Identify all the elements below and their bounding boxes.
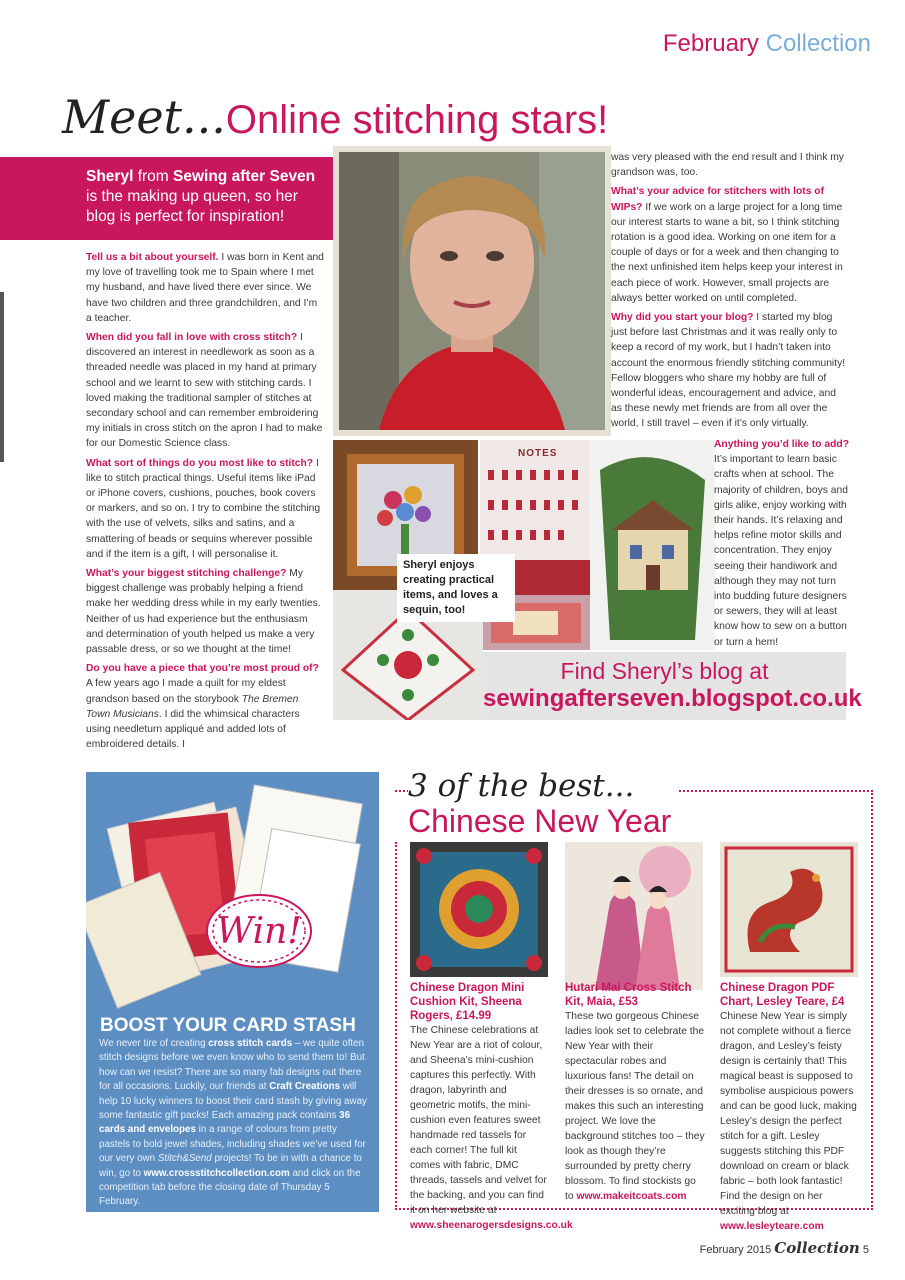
intro-from: from — [137, 168, 169, 185]
product-link[interactable]: www.sheenarogersdesigns.co.uk — [410, 1220, 573, 1231]
footer-magazine: Collection — [774, 1239, 860, 1257]
product-card — [565, 842, 705, 1204]
product-name: Hutari Mai Cross Stitch Kit, Maia, £53 — [565, 982, 692, 1008]
win-badge — [205, 893, 313, 969]
intro-name: Sheryl — [86, 168, 134, 185]
best-title-main: Chinese New Year — [408, 803, 672, 839]
product-name: Chinese Dragon PDF Chart, Lesley Teare, £4 — [720, 982, 845, 1008]
title-main: Online stitching stars! — [225, 98, 609, 142]
intro-blog: Sewing after Seven — [173, 168, 316, 185]
qa-answer: It’s important to learn basic crafts when at school. The majority of children, boys and girls alike, enjoy working with their hands. It’s relaxing and helps refine motor skills and concentration. They enjoy seeing their handiwork and although they may not turn into budding future designers or sewers, they will at least know how to sew on a button or turn a hem! — [714, 454, 848, 648]
section-header — [663, 30, 871, 58]
interview-column-3 — [611, 150, 849, 436]
product-name: Chinese Dragon Mini Cushion Kit, Sheena Rogers, £14.99 — [410, 982, 525, 1022]
blog-url[interactable]: sewingafterseven.blogspot.co.uk — [483, 685, 862, 712]
intro-band — [0, 157, 333, 240]
qa-block: Why did you start your blog? I started my blog just before last Christmas and it was really only to keep a record of my work, but I hadn’t taken into account the enormous friendly stitching community! Fellow bloggers who share my hobby are full of wonderful ideas, encouragement and advice, and as these newly met friends are from all over the world, I still travel – even if it’s only virtually. — [611, 312, 846, 430]
qa-block: What’s your biggest stitching challenge? My biggest challenge was probably helping a friend make her wedding dress while in my early twenties. Neither of us had experience but the enthusiasm and determination of youth helped us make a very passable dress, or so we thought at the time! — [86, 568, 321, 656]
blog-callout — [483, 652, 862, 720]
giveaway-text: We never tire of creating cross stitch cards – we quite often stitch designs before we even know who to send them to! But how can we resist? There are so many fab designs out there for all occasions. Luckily, our friends at Craft Creations will help 10 lucky winners to boost their card stash by giving away some fantastic gift packs! Each amazing pack contains 36 cards and envelopes in a range of colours from pretty pastels to bold jewel shades, including shades we’ve used for our very own Stitch&Send projects! To be in with a chance to win, go to www.crossstitchcollection.com and click on the competition tab before the closing date of Thursday 5 February. — [99, 1038, 367, 1208]
product-description: The Chinese celebrations at New Year are a riot of colour, and Sheena’s mini-cushion captures this perfectly. With dragon, labyrinth and geometric motifs, the mini-cushion even features sweet handmade red tassels for each corner! The full kit comes with fabric, DMC threads, tassels and velvet for the backing, and you can find it on her website at www.sheenarogersdesigns.co.uk — [410, 1025, 573, 1231]
qa-block: Tell us a bit about yourself. I was born in Kent and my love of travelling took me to Spain where I met my husband, and have lived there ever since. We have two children and three grandchildren, and I’m a teacher. — [86, 252, 324, 324]
page-number: 5 — [862, 1244, 869, 1256]
continued-text: was very pleased with the end result and I think my grandson was, too. — [611, 152, 844, 179]
interview-column-1 — [86, 250, 324, 757]
header-word-collection: Collection — [765, 30, 871, 57]
card-stack-image — [86, 772, 379, 1012]
product-card — [720, 842, 860, 1234]
scissor-case-photo — [590, 440, 715, 650]
product-card — [410, 842, 573, 1233]
interview-column-3-end — [714, 437, 852, 654]
sheryl-portrait-frame — [333, 146, 611, 436]
title-script: Meet... — [62, 90, 226, 144]
giveaway-heading: BOOST YOUR CARD STASH — [100, 1015, 356, 1036]
best-title-script: 3 of the best... — [408, 768, 635, 804]
qa-block: What sort of things do you most like to stitch? I like to stitch practical things. Useful items like iPad or iPhone covers, cushions, pouches, book covers or markers, and so on. I try to combine the stitching with the use of velvets, silks and satins, and a smattering of beads or sequins wherever possible and if the item is a gift, I will personalise it. — [86, 457, 321, 560]
frame-left-edge — [395, 842, 397, 1210]
photo-caption: Sheryl enjoys creating practical items, and loves a sequin, too! — [397, 554, 515, 622]
competition-link[interactable]: www.crossstitchcollection.com — [143, 1167, 290, 1179]
page-title — [62, 90, 608, 144]
footer-date: February 2015 — [699, 1244, 772, 1256]
dragon-cushion-photo — [410, 842, 548, 977]
qa-question: Anything you’d like to add? — [714, 439, 850, 450]
win-badge-text: Win! — [216, 911, 302, 952]
hutari-mai-photo — [565, 842, 703, 990]
notes-label: NOTES — [518, 448, 558, 459]
product-link[interactable]: www.makeitcoats.com — [576, 1191, 687, 1202]
page-footer — [700, 1239, 869, 1257]
intro-tagline: is the making up queen, so her blog is perfect for inspiration! — [86, 188, 298, 225]
blog-callout-label: Find Sheryl’s blog at — [560, 658, 769, 684]
dragon-chart-photo — [720, 842, 858, 977]
best-title — [408, 768, 677, 838]
header-word-february: February — [662, 30, 759, 57]
product-description: These two gorgeous Chinese ladies look set to celebrate the New Year with their spectacular robes and luxurious fans! The detail on their dresses is so ornate, and makes this such an interesting project. We love the background stitches too – they look as though they’re surrounded by pretty cherry blossom. To find stockists go to www.makeitcoats.com — [565, 1011, 705, 1202]
sheryl-portrait-photo — [339, 152, 605, 430]
margin-bar — [0, 292, 4, 462]
qa-block: When did you fall in love with cross stitch? I discovered an interest in needlework as soon as a threaded needle was placed in my hand at primary school and we learnt to sew with stitching cards. I loved making the traditional sampler of stitches at secondary school and can remember embroidering my initials in cross stitch on the apron I had to make for our Domestic Science class. — [86, 332, 323, 450]
product-description: Chinese New Year is simply not complete without a fierce dragon, and Lesley’s feisty design is certainly that! This magical beast is supposed to symbolise auspicious powers and can be good luck, making Lesley’s design the perfect stitch for a gift. Lesley suggests stitching this PDF download on cream or black fabric – both look fantastic! Find the design on her exciting blog at www.lesleyteare.com — [720, 1011, 857, 1232]
product-link[interactable]: www.lesleyteare.com — [720, 1221, 824, 1232]
qa-block: What’s your advice for stitchers with lots of WIPs? If we work on a large project for a long time our interest starts to wane a bit, so I think stitching rotation is a good idea. Working on one item for a couple of days or for a week and then changing to the next unfinished item helps keep your interest in each piece of work. However, small projects are always better worked on until completed. — [611, 186, 843, 304]
giveaway-box — [86, 772, 379, 1212]
qa-block: Do you have a piece that you’re most proud of? A few years ago I made a quilt for my eldest grandson based on the storybook The Bremen Town Musicians. I did the whimsical characters using needleturn appliqué and added lots of embroidered details. I — [86, 663, 319, 751]
